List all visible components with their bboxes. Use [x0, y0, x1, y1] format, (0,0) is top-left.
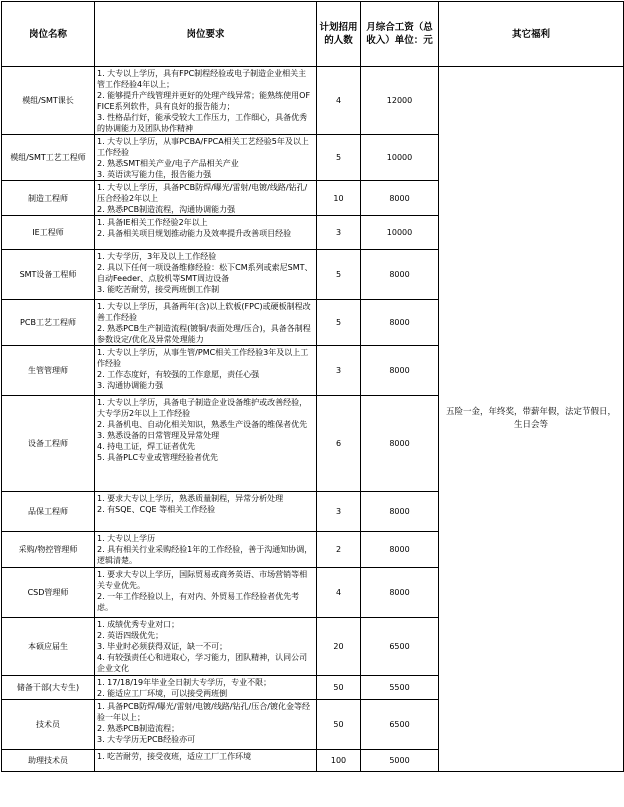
requirement-line: 1. 要求大专以上学历，国际贸易或商务英语、市场营销等相关专业优先。 [97, 570, 308, 590]
header-row [2, 2, 624, 67]
requirement-line: 2. 英语四级优先； [97, 631, 164, 640]
requirement-line: 1. 吃苦耐劳，接受夜班，适应工厂工作环境 [97, 752, 252, 761]
position-requirements [95, 67, 317, 135]
position-requirements [95, 568, 317, 618]
monthly-salary: 5000 [361, 750, 439, 772]
requirement-line: 2. 具备机电、自动化相关知识，熟悉生产设备的维保者优先 [97, 420, 308, 429]
headcount: 50 [317, 676, 361, 700]
requirement-line: 1. 具备PCB防焊/曝光/雷射/电镀/线路/钻孔/压合/镀化金等经验一年以上； [97, 702, 310, 722]
headcount: 3 [317, 492, 361, 532]
position-requirements [95, 492, 317, 532]
requirement-line: 3. 大专学历无PCB经验亦可 [97, 735, 196, 744]
requirement-line: 5. 具备PLC专业或管理经验者优先 [97, 453, 219, 462]
monthly-salary: 8000 [361, 346, 439, 396]
position-requirements [95, 750, 317, 772]
headcount: 6 [317, 396, 361, 492]
requirement-line: 1. 17/18/19年毕业全日制大专学历，专业不限； [97, 678, 272, 687]
requirement-line: 3. 熟悉设备的日常管理及异常处理 [97, 431, 220, 440]
requirement-line: 1. 大专以上学历，具备两年(含)以上软板(FPC)或硬板制程改善工作经验 [97, 302, 311, 322]
requirement-line: 1. 大专学历，3年及以上工作经验 [97, 252, 217, 261]
monthly-salary: 8000 [361, 568, 439, 618]
monthly-salary: 8000 [361, 492, 439, 532]
position-name: 本硕应届生 [2, 618, 95, 676]
monthly-salary: 10000 [361, 216, 439, 250]
requirement-line: 1. 大专以上学历，具有FPC制程经验或电子制造企业相关主管工作经验4年以上； [97, 69, 307, 89]
requirement-line: 1. 大专以上学历，从事生管/PMC相关工作经验3年及以上工作经验 [97, 348, 309, 368]
requirement-line: 1. 大专以上学历，具备PCB防焊/曝光/雷射/电镀/线路/钻孔/压合经验2年以上 [97, 183, 308, 203]
requirement-line: 3. 英语读写能力佳，报告能力强 [97, 170, 212, 179]
monthly-salary: 8000 [361, 300, 439, 346]
position-requirements [95, 181, 317, 216]
monthly-salary: 6500 [361, 700, 439, 750]
requirement-line: 4. 有较强责任心和进取心，学习能力，团队精神，认同公司企业文化 [97, 653, 308, 673]
requirement-line: 1. 大专以上学历 [97, 534, 156, 543]
position-name: 储备干部(大专生) [2, 676, 95, 700]
position-name: PCB工艺工程师 [2, 300, 95, 346]
monthly-salary: 10000 [361, 135, 439, 181]
requirement-line: 2. 熟悉PCB生产制造流程(镀铜/表面处理/压合)，具备各制程参数设定/优化及异常处理能力 [97, 324, 311, 344]
requirement-line: 2. 能够提升产线管理并更好的处理产线异常；能熟练使用OFFICE系列软件，具有良好的报告能力； [97, 91, 311, 111]
position-name: 助理技术员 [2, 750, 95, 772]
requirement-line: 1. 要求大专以上学历，熟悉质量制程，异常分析处理 [97, 494, 284, 503]
position-name: 模组/SMT工艺工程师 [2, 135, 95, 181]
requirement-line: 2. 具有相关行业采购经验1年的工作经验，善于沟通知协调，逻辑清楚。 [97, 545, 313, 565]
requirement-line: 3. 沟通协调能力强 [97, 381, 164, 390]
header-headcount: 计划招用的人数 [317, 2, 361, 67]
requirement-line: 2. 有SQE、CQE 等相关工作经验 [97, 505, 216, 514]
position-requirements [95, 700, 317, 750]
monthly-salary: 8000 [361, 396, 439, 492]
headcount: 3 [317, 216, 361, 250]
headcount: 50 [317, 700, 361, 750]
position-name: 模组/SMT课长 [2, 67, 95, 135]
requirement-line: 1. 具备IE相关工作经验2年以上 [97, 218, 208, 227]
requirement-line: 3. 能吃苦耐劳，接受两班倒工作制 [97, 285, 220, 294]
position-requirements [95, 300, 317, 346]
position-requirements [95, 250, 317, 300]
requirement-line: 2. 一年工作经验以上，有对内、外贸易工作经验者优先考虑。 [97, 592, 300, 612]
monthly-salary: 5500 [361, 676, 439, 700]
monthly-salary: 6500 [361, 618, 439, 676]
headcount: 3 [317, 346, 361, 396]
requirement-line: 1. 成绩优秀专业对口； [97, 620, 180, 629]
position-requirements [95, 532, 317, 568]
position-name: SMT设备工程师 [2, 250, 95, 300]
position-name: 技术员 [2, 700, 95, 750]
recruitment-table [1, 1, 624, 772]
position-name: 采购/物控管理师 [2, 532, 95, 568]
requirement-line: 1. 大专以上学历，具备电子制造企业设备维护或改善经验，大专学历2年以上工作经验 [97, 398, 308, 418]
header-position: 岗位名称 [2, 2, 95, 67]
header-benefits: 其它福利 [439, 2, 624, 67]
requirement-line: 4. 持电工证，焊工证者优先 [97, 442, 196, 451]
position-requirements [95, 618, 317, 676]
monthly-salary: 12000 [361, 67, 439, 135]
headcount: 5 [317, 135, 361, 181]
monthly-salary: 8000 [361, 250, 439, 300]
requirement-line: 3. 性格品行好，能承受较大工作压力，工作细心，具备优秀的协调能力及团队协作精神 [97, 113, 308, 133]
position-name: 设备工程师 [2, 396, 95, 492]
position-requirements [95, 135, 317, 181]
position-name: 品保工程师 [2, 492, 95, 532]
position-requirements [95, 216, 317, 250]
headcount: 2 [317, 532, 361, 568]
requirement-line: 2. 熟悉SMT相关产业/电子产品相关产业 [97, 159, 239, 168]
headcount: 4 [317, 67, 361, 135]
requirement-line: 2. 具以下任何一项设备维修经验：松下CM系列或索尼SMT、自动Feeder、点胶机等SMT周边设备 [97, 263, 313, 283]
headcount: 100 [317, 750, 361, 772]
requirement-line: 2. 能适应工厂环境，可以接受两班倒 [97, 689, 228, 698]
benefits-text: 五险一金，年终奖，带薪年假，法定节假日，生日会等 [439, 67, 624, 772]
header-requirements: 岗位要求 [95, 2, 317, 67]
position-requirements [95, 346, 317, 396]
requirement-line: 2. 熟悉PCB制造流程，沟通协调能力强 [97, 205, 236, 214]
requirement-line: 2. 具备相关项目规划推动能力及效率提升改善项目经验 [97, 229, 292, 238]
headcount: 5 [317, 250, 361, 300]
requirement-line: 3. 毕业时必须获得双证，缺一不可； [97, 642, 228, 651]
monthly-salary: 8000 [361, 181, 439, 216]
requirement-line: 1. 大专以上学历，从事PCBA/FPCA相关工艺经验5年及以上工作经验 [97, 137, 309, 157]
position-name: CSD管理师 [2, 568, 95, 618]
table-row [2, 67, 624, 135]
requirement-line: 2. 熟悉PCB制造流程； [97, 724, 180, 733]
position-name: IE工程师 [2, 216, 95, 250]
headcount: 10 [317, 181, 361, 216]
header-salary: 月综合工资（总收入）单位：元 [361, 2, 439, 67]
requirement-line: 2. 工作态度好，有较强的工作意愿，责任心强 [97, 370, 260, 379]
position-requirements [95, 396, 317, 492]
position-requirements [95, 676, 317, 700]
position-name: 生管管理师 [2, 346, 95, 396]
headcount: 20 [317, 618, 361, 676]
position-name: 制造工程师 [2, 181, 95, 216]
headcount: 4 [317, 568, 361, 618]
headcount: 5 [317, 300, 361, 346]
monthly-salary: 8000 [361, 532, 439, 568]
